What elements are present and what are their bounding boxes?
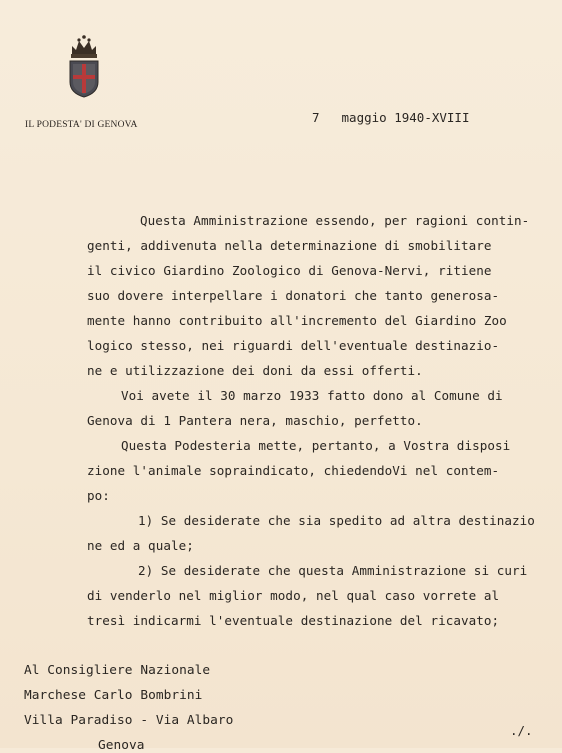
body-line: 1) Se desiderate che sia spedito ad altra destinazio [138,513,535,528]
letter-date [312,110,469,125]
page-continuation-mark: ./. [510,723,533,738]
date-month-year: maggio 1940-XVIII [341,110,470,125]
body-line: po: [87,488,110,503]
date-day: 7 [312,110,320,125]
body-line: genti, addivenuta nella determinazione di smobilitare [87,238,492,253]
body-line: logico stesso, nei riguardi dell'eventuale destinazio- [87,338,500,353]
body-line: mente hanno contribuito all'incremento del Giardino Zoo [87,313,507,328]
body-line: Voi avete il 30 marzo 1933 fatto dono al Comune di [121,388,503,403]
body-line: Questa Amministrazione essendo, per ragioni contin- [140,213,530,228]
address-line: Villa Paradiso - Via Albaro [24,713,234,728]
coat-of-arms-icon [66,32,102,98]
letterhead-office: IL PODESTA' DI GENOVA [25,120,138,130]
address-line: Marchese Carlo Bombrini [24,688,203,703]
body-line: di venderlo nel miglior modo, nel qual caso vorrete al [87,588,500,603]
body-line: suo dovere interpellare i donatori che tanto generosa- [87,288,500,303]
body-line: Questa Podesteria mette, pertanto, a Vostra disposi [121,438,511,453]
body-line: ne ed a quale; [87,538,194,553]
address-city: Genova [98,738,145,753]
address-line: Al Consigliere Nazionale [24,663,211,678]
body-line: ne e utilizzazione dei doni da essi offerti. [87,363,423,378]
body-line: Genova di 1 Pantera nera, maschio, perfetto. [87,413,423,428]
body-line: 2) Se desiderate che questa Amministrazione si curi [138,563,528,578]
body-line: il civico Giardino Zoologico di Genova-Nervi, ritiene [87,263,492,278]
body-line: tresì indicarmi l'eventuale destinazione del ricavato; [87,613,500,628]
body-line: zione l'animale sopraindicato, chiedendoVi nel contem- [87,463,500,478]
